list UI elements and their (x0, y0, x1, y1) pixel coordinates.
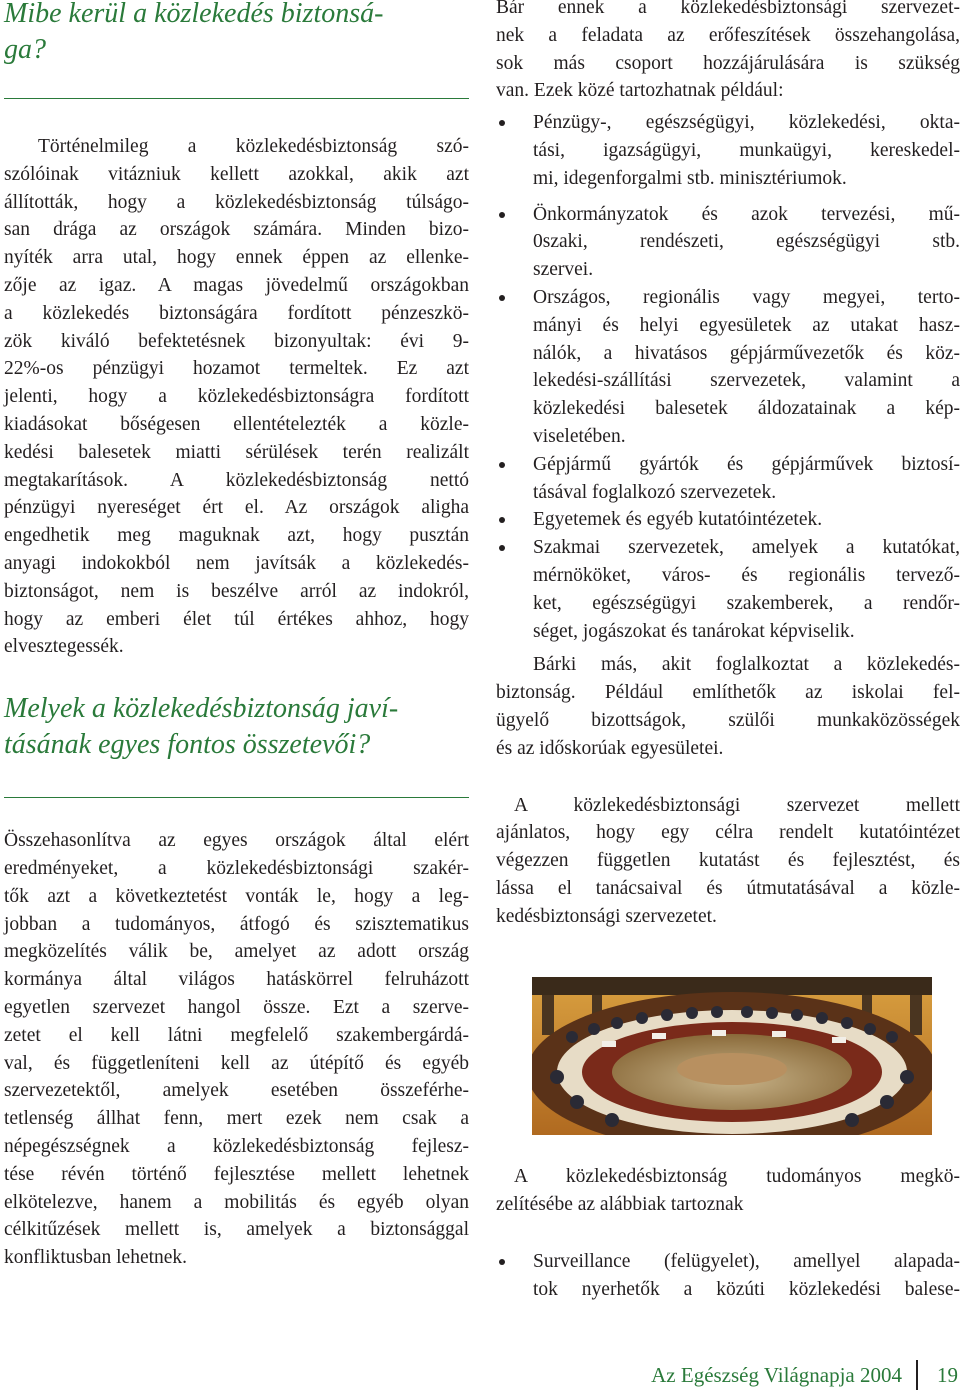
section-heading-cost (4, 0, 469, 68)
text-line: zök kiváló befektetésnek bizonyultak: évi 9- (4, 330, 469, 352)
bullet-icon (499, 295, 505, 301)
text-line: biztonság. Például említhetők az iskolai fel- (496, 682, 960, 704)
text-line: elvesztegessék. (4, 636, 124, 658)
text-line: nyíték arra utal, hogy ennek éppen az ellenke- (4, 247, 469, 269)
text-line: szólóinak vitázniuk kellett azokkal, akik azt (4, 163, 469, 185)
heading-rule (4, 98, 469, 99)
text-line: Összehasonlítva az egyes országok által elért (4, 830, 469, 852)
text-line: megtakarítások. A közlekedésbiztonság nettó (4, 469, 469, 491)
contributors-list (496, 109, 960, 645)
heading-line: tásának egyes fontos összetevői? (4, 729, 371, 761)
text-line: Bár ennek a közlekedésbiztonsági szervezet- (496, 0, 960, 18)
text-line: jobban a tudományos, átfogó és szisztematikus (4, 913, 469, 935)
text-line: ket, egészségügyi szakemberek, a rendőr- (533, 592, 960, 614)
text-line: sok más csoport hozzájárulására is szükség (496, 52, 960, 74)
list-item (496, 534, 960, 645)
text-line: elkötelezve, hanem a mobilitás és egyéb olyan (4, 1191, 469, 1213)
text-line: ügyelő bizottságok, szülői munkaközösségek (496, 709, 960, 731)
conference-room-image (532, 977, 932, 1135)
paragraph-intro (496, 0, 960, 105)
right-column (496, 0, 960, 931)
text-line: A közlekedésbiztonság tudományos megkö- (514, 1166, 960, 1187)
page-number: 19 (937, 1363, 958, 1387)
text-line: célkitűzések mellett is, amelyek a biztonsággal (4, 1219, 469, 1241)
heading-line: Mibe kerül a közlekedés biztonsá- (4, 0, 384, 29)
text-line: pénzügyi nyereséget ért el. Az országok aligha (4, 497, 469, 519)
text-line: mányi és helyi egyesületek az utakat hasz- (533, 314, 960, 336)
list-item (496, 451, 960, 507)
text-line: állították, hogy a közlekedésbiztonság túlságo- (4, 191, 469, 213)
text-line: Pénzügy-, egészségügyi, közlekedési, okta- (533, 112, 960, 134)
bullet-icon (499, 1259, 505, 1265)
text-line: tők azt a következtetést vonták le, hogy a leg- (4, 885, 469, 907)
text-line: tásával foglalkozó szervezetek. (533, 481, 777, 503)
left-column (4, 0, 469, 1272)
text-line: Bárki más, akit foglalkoztat a közlekedés- (533, 654, 960, 676)
text-line: ajánlatos, hogy egy célra rendelt kutatóintézet (496, 822, 960, 844)
heading-line: Melyek a közlekedésbiztonság javí- (4, 693, 399, 725)
text-line: konfliktusban lehetnek. (4, 1247, 188, 1269)
text-line: biztonságot, nem is beszélve arról az indokról, (4, 580, 469, 602)
text-line: végezzen független kutatást és fejlesztést, és (496, 850, 960, 872)
text-line: zője az igaz. A magas jövedelmű országokban (4, 274, 469, 296)
text-line: mérnököket, város- és regionális tervező- (533, 564, 960, 586)
text-line: tése révén történő fejlesztése mellett lehetnek (4, 1163, 469, 1185)
bullet-icon (499, 517, 505, 523)
bullet-icon (499, 212, 505, 218)
text-line: és az időskorúak egyesületei. (496, 737, 724, 759)
text-line: kedésbiztonsági szervezetet. (496, 905, 717, 927)
text-line: san drága az országok számára. Minden bizo- (4, 219, 469, 241)
text-line: 0szaki, rendészeti, egészségügyi stb. (533, 231, 960, 253)
text-line: nálók, a hivatásos gépjárművezetők és köz- (533, 342, 960, 364)
bullet-icon (499, 545, 505, 551)
text-line: jelenti, hogy a közlekedésbiztonságra fordított (4, 386, 469, 408)
page-footer (620, 1360, 960, 1390)
text-line: mi, idegenforgalmi stb. minisztériumok. (533, 167, 847, 189)
text-line: megközelítés válik be, amelyet az adott ország (4, 941, 469, 963)
text-line: Surveillance (felügyelet), amellyel alapada- (533, 1251, 960, 1272)
research-components-list (496, 1248, 960, 1304)
text-line: anyagi indokokból nem javítsák a közlekedés- (4, 552, 469, 574)
text-line: a közlekedés biztonságára fordított pénzeszkö- (4, 302, 469, 324)
text-line: A közlekedésbiztonsági szervezet mellett (514, 794, 960, 816)
text-line: hogy az emberi élet túl értékes ahhoz, hogy (4, 608, 469, 630)
text-line: kormánya által világos hatáskörrel felruházott (4, 969, 469, 991)
heading-rule (4, 797, 469, 798)
publication-title: Az Egészség Világnapja 2004 (651, 1363, 902, 1387)
paragraph-components (4, 827, 469, 1272)
list-item (496, 284, 960, 451)
text-line: séget, jogászokat és tanárokat képviselik. (533, 620, 855, 642)
text-line: Egyetemek és egyéb kutatóintézetek. (533, 509, 823, 531)
text-line: van. Ezek közé tartozhatnak például: (496, 80, 784, 102)
text-line: kedési balesetek miatti sérülések terén realizált (4, 441, 469, 463)
bullet-icon (499, 462, 505, 468)
text-line: kiadásokat bőségesen ellentételezték a közle- (4, 413, 469, 435)
text-line: tási, igazságügyi, munkaügyi, kereskedel- (533, 139, 960, 161)
text-line: tetlenség állhat fenn, mert ezek nem csak a (4, 1108, 469, 1130)
text-line: 22%-os pénzügyi hozamot termeltek. Ez azt (4, 358, 469, 380)
text-line: Szakmai szervezetek, amelyek a kutatókat, (533, 537, 960, 559)
text-line: viseletében. (533, 425, 626, 447)
text-line: zetet el kell látni megfelelő szakembergárdá- (4, 1024, 469, 1046)
paragraph-cost (4, 133, 469, 661)
text-line: nek a feladata az erőfeszítések összehangolása, (496, 24, 960, 46)
text-line: engedhetik meg maguknak azt, hogy pusztán (4, 525, 469, 547)
list-item (496, 109, 960, 192)
text-line: zelítésébe az alábbiak tartoznak (496, 1193, 744, 1215)
text-line: tok nyerhetők a közúti közlekedési balese- (533, 1278, 960, 1300)
text-line: szervezetektől, amelyek esetében összeférhe- (4, 1080, 469, 1102)
text-line: val, és függetleníteni kell az útépítő és egyéb (4, 1052, 469, 1074)
text-line: eredményeket, a közlekedésbiztonsági szakér- (4, 857, 469, 879)
list-item (496, 1248, 960, 1304)
text-line: lekedési-szállítási szervezetek, valamint a (533, 370, 960, 392)
conference-photo (532, 977, 932, 1135)
text-line: Történelmileg a közlekedésbiztonság szó- (38, 136, 469, 157)
footer-divider (916, 1360, 918, 1390)
text-line: szervei. (533, 259, 594, 281)
text-line: közlekedési balesetek áldozatainak a kép- (533, 398, 960, 420)
paragraph-agency (496, 792, 960, 931)
heading-line: ga? (4, 34, 46, 65)
list-item (496, 506, 960, 534)
section-heading-components (4, 691, 469, 763)
paragraph-others (496, 651, 960, 762)
text-line: Országos, regionális vagy megyei, terto- (533, 286, 960, 308)
text-line: Gépjármű gyártók és gépjárművek biztosí- (533, 453, 960, 475)
bullet-icon (499, 120, 505, 126)
text-line: Önkormányzatok és azok tervezési, mű- (533, 203, 960, 225)
text-line: lássa el tanácsaival és útmutatásával a közle- (496, 877, 960, 899)
text-line: népegészségnek a közlekedésbiztonság fejlesz- (4, 1135, 469, 1157)
text-line: egyetlen szervezet hangol össze. Ezt a szerve- (4, 996, 469, 1018)
paragraph-research (496, 1163, 960, 1219)
list-item (496, 201, 960, 284)
